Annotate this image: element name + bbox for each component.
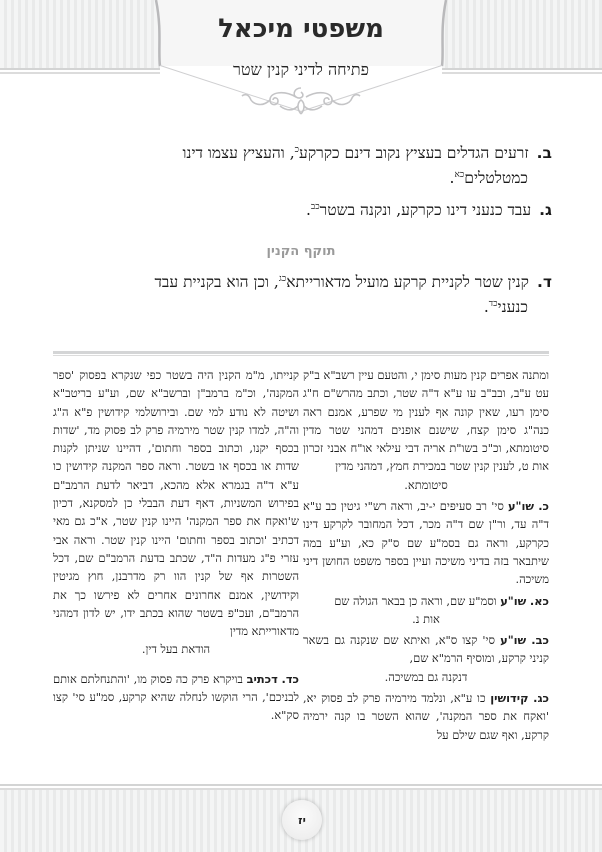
page-subtitle: פתיחה לדיני קנין שטר <box>233 60 369 79</box>
footnote-marker[interactable]: כא <box>454 169 465 180</box>
footnote-kaf: כ. שו"ע סי' רב סעיפים י-יב, וראה רש"י גיטין כב ע"א ד"ה עד, ור"ן שם ד"ה מכר, דכל המחובר לקרקע דינו כקרקע, וראה גם בסמ"ע שם ס"ק כא, וע"ע במה שיתבאר בזה בדיני משיכה ועיין בספר משפט החושן דיני משיכה. <box>303 499 549 587</box>
section-title: תוקף הקנין <box>266 244 336 259</box>
item-text: קנין שטר לקניית קרקע מועיל מדאורייתא <box>286 273 529 291</box>
item-text: זרעים הגדלים בעציץ נקוב דינם כקרקע <box>299 144 529 162</box>
footnote-continuation: ומתנה אפרים קנין מעות סימן י, והטעם עיין רשב"א ב"ק עט ע"ב, ובב"ב עו ע"א ד"ה שטר, וכתב מהרש"ם ח"ג סימן רעו, שאין קונה אף לענין מי שפרע, אמנם ראה כנה"ג סימן קצח, שישנם אופנים דמהני שטר מדין סיטומתא, וכ"כ בשו"ת אריה דבי עילאי או"ח אבני זכרון אות ט, לענין קנין שטר במכירת חמץ, דמהני מדין סיטומתא. <box>303 368 549 492</box>
footnotes-right-column <box>303 366 549 747</box>
footnotes-divider <box>53 351 549 356</box>
item-label: ב. <box>536 144 552 162</box>
halacha-item-dalet: ד.קנין שטר לקניית קרקע מועיל מדאורייתא$^{כג}$, וכן הוא בקניית עבד כנעני$^{כד}$. <box>154 273 552 316</box>
page-number-badge <box>282 800 322 840</box>
footnotes-left-column <box>53 366 299 728</box>
footnote-kaf-bet: כב. שו"ע סי' קצו ס"א, ואיתא שם שנקנה גם בשאר קניני קרקע, ומוסיף הרמ"א שם, דנקנה גם במשיכה. <box>303 633 550 684</box>
halacha-item-gimel: ג.עבד כנעני דינו כקרקע, ונקנה בשטר$^{כב}$. <box>305 201 552 219</box>
footnote-kaf-alef: כא. שו"ע וסמ"ע שם, וראה כן בבאר הגולה שם אות נ. <box>334 593 549 626</box>
item-text: עבד כנעני דינו כקרקע, ונקנה בשטר <box>319 201 532 219</box>
footnote-kaf-gimel: כג. קידושין כו ע"א, ונלמד מירמיה פרק לב פסוק יא, 'ואקח את ספר המקנה', שהוא השטר בו קנה ירמיה קרקע, ואף שגם שילם על <box>303 691 550 742</box>
footnote-marker[interactable]: כ <box>294 144 300 155</box>
page-title: משפטי מיכאל <box>218 14 384 44</box>
footnote-marker[interactable]: כב <box>310 201 320 212</box>
scroll-ornament-icon <box>240 84 362 118</box>
footnote-kaf-dalet: כד. דכתיב בויקרא פרק כה פסוק מו, 'והתנחלתם אותם לבניכם', הרי הוקשו לנחלה שהיא קרקע, סמ"ע סי' קצו סק"א. <box>53 671 300 723</box>
footnote-kaf-gimel-continuation: קנייתו, מ"מ הקנין היה בשטר כפי שנקרא בפסוק 'ספר המקנה', וכ"מ ברמב"ן וברשב"א שם, וע"ע בריטב"א ושיטה לא נודע למי שם. ובירושלמי קידושין פ"א ה"ג וה"ה, למדו קנין שטר מירמיה פרק לב פסוק מד, 'שדות בכסף יקנו, וכתוב בספר וחתום', דהיינו שניתן לקנות שדות או בכסף או בשטר. וראה ספר המקנה קידושין כו ע"א ד"ה בגמרא אלא מהכא, דביאר לדעת הרמב"ם בפירוש המשניות, דאף דעת הבבלי כן למסקנא, דכיון ש'ואקח את ספר המקנה' היינו קנין שטר, א"כ גם מאי דכתיב 'וכתוב בספר וחתום' היינו קנין שטר. וראה אבי עזרי פ"ג מעדות ה"ד, שכתב בדעת הרמב"ם שם, דכל השטרות אף של קנין הוו רק מדרבנן, חוץ מגיטין וקידושין, אמנם אחרונים אחרים לא פירשו כך את הרמב"ם, ועכ"פ בשטר שהוא בכתב ידו, יש לדון דמהני מדאורייתא מדין הודאת בעל דין. <box>53 368 299 657</box>
item-label: ד. <box>536 273 552 291</box>
halacha-item-bet: ב.זרעים הגדלים בעציץ נקוב דינם כקרקע$^כ$, והעציץ עצמו דינו כמטלטלים$^{כא}$. <box>182 144 552 187</box>
item-label: ג. <box>539 201 552 219</box>
footnote-marker[interactable]: כד <box>488 298 498 309</box>
page-number: יז <box>298 813 306 827</box>
footnote-marker[interactable]: כג <box>278 273 287 284</box>
